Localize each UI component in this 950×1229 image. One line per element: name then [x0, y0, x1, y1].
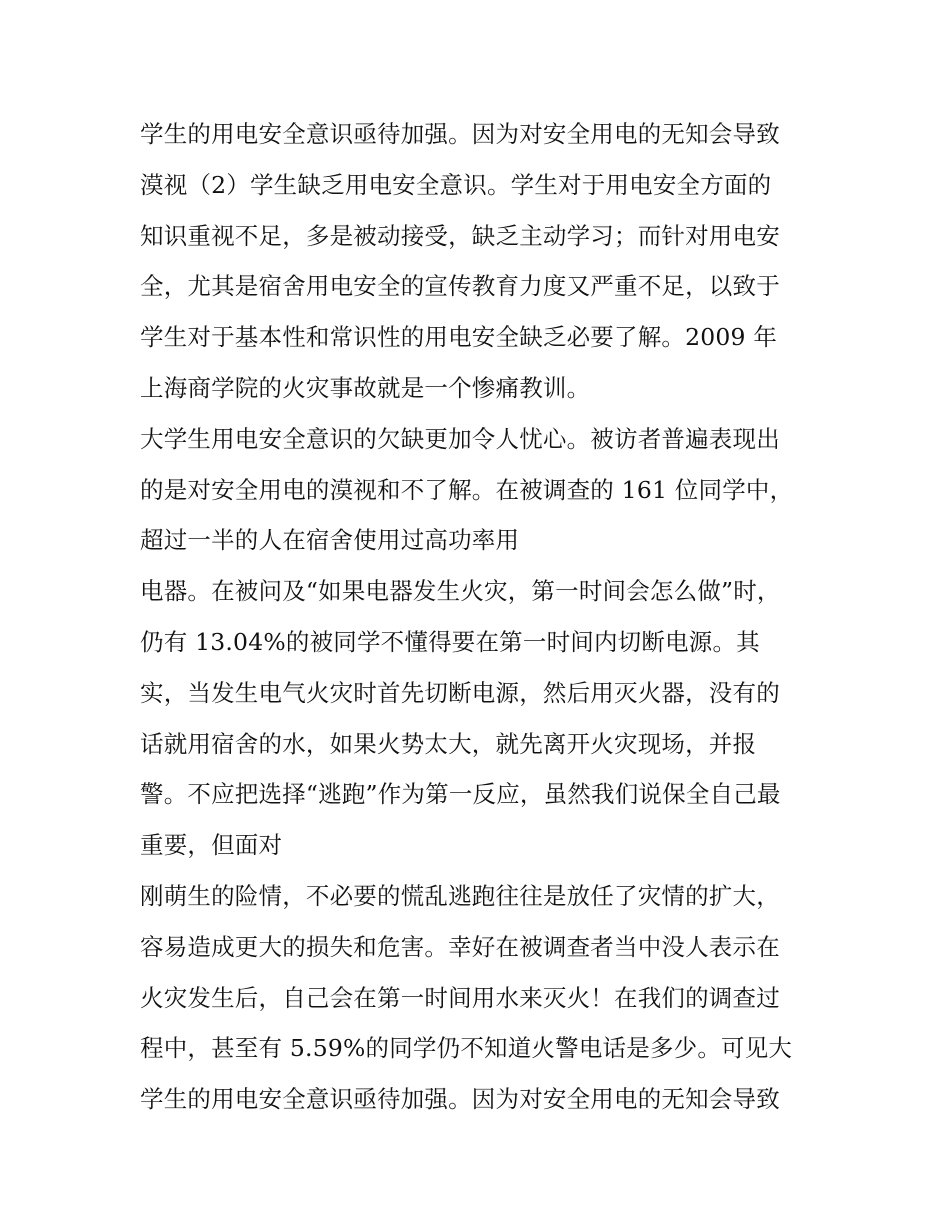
text-line: 知识重视不足，多是被动接受，缺乏主动学习；而针对用电安: [140, 221, 780, 250]
text-line: 漠视（2）学生缺乏用电安全意识。学生对于用电安全方面的: [140, 170, 772, 199]
text-line: 刚萌生的险情，不必要的慌乱逃跑往往是放任了灾情的扩大，: [140, 881, 780, 910]
text-line: 电器。在被问及“如果电器发生火灾，第一时间会怎么做”时，: [140, 577, 781, 606]
text-line: 火灾发生后，自己会在第一时间用水来灭火！在我们的调查过: [140, 983, 780, 1012]
text-line: 学生的用电安全意识亟待加强。因为对安全用电的无知会导致: [140, 120, 780, 148]
text-line: 大学生用电安全意识的欠缺更加令人忧心。被访者普遍表现出: [140, 424, 780, 453]
text-line: 超过一半的人在宿舍使用过高功率用: [140, 526, 520, 555]
text-line: 全，尤其是宿舍用电安全的宣传教育力度又严重不足，以致于: [140, 272, 780, 301]
text-line: 仍有 13.04%的被同学不懂得要在第一时间内切断电源。其: [140, 627, 760, 656]
text-line: 重要，但面对: [140, 831, 283, 860]
text-line: 话就用宿舍的水，如果火势太大，就先离开火灾现场，并报: [140, 729, 757, 758]
text-line: 程中，甚至有 5.59%的同学仍不知道火警电话是多少。可见大: [140, 1034, 793, 1063]
text-line: 学生的用电安全意识亟待加强。因为对安全用电的无知会导致: [140, 1085, 780, 1114]
text-line: 容易造成更大的损失和危害。幸好在被调查者当中没人表示在: [140, 932, 780, 961]
text-line: 的是对安全用电的漠视和不了解。在被调查的 161 位同学中，: [140, 475, 794, 504]
text-line: 上海商学院的火灾事故就是一个惨痛教训。: [140, 373, 591, 402]
text-line: 实，当发生电气火灾时首先切断电源，然后用灭火器，没有的: [140, 678, 780, 707]
text-line: 学生对于基本性和常识性的用电安全缺乏必要了解。2009 年: [140, 323, 778, 352]
body-text: [140, 109, 820, 1125]
text-line: 警。不应把选择“逃跑”作为第一反应，虽然我们说保全自己最: [140, 780, 781, 809]
